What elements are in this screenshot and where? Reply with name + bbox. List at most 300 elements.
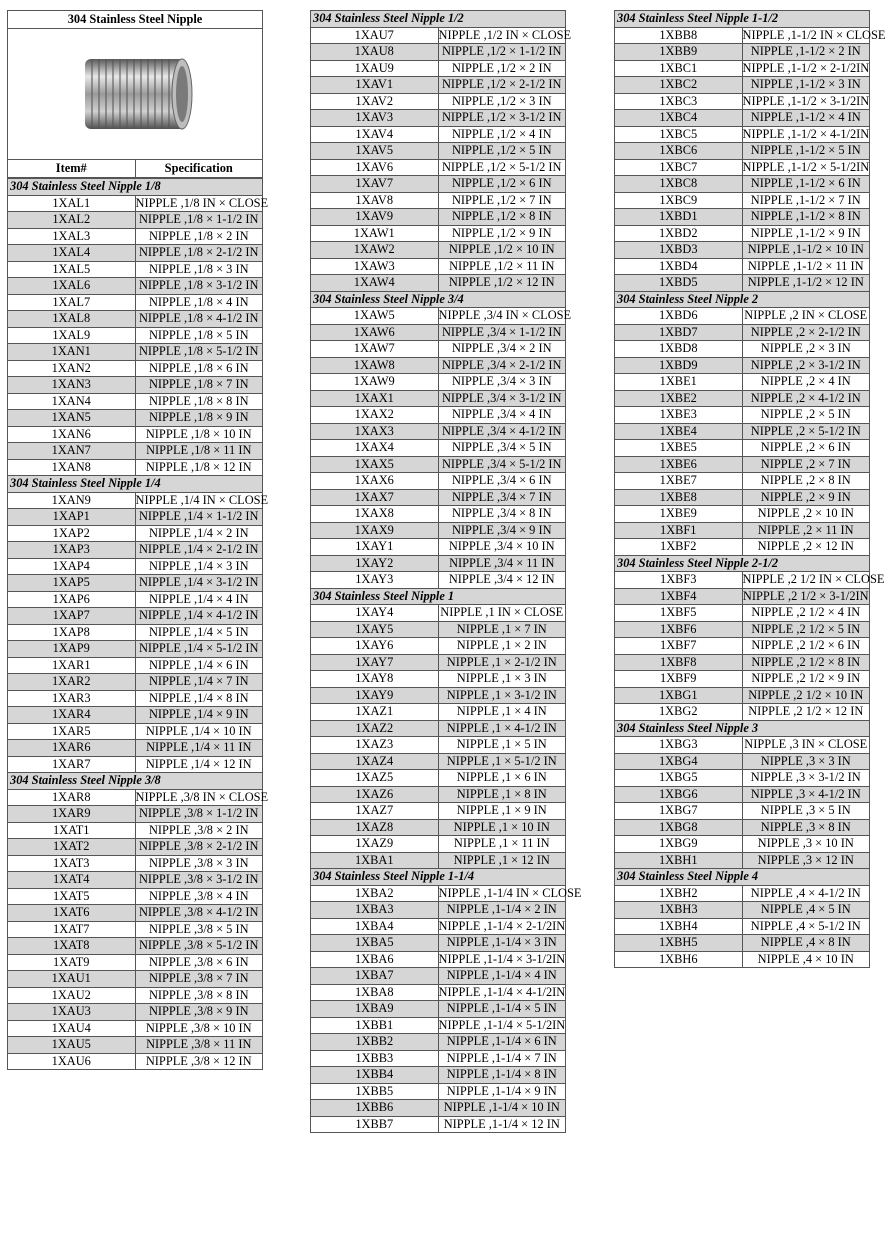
table-row: [311, 456, 566, 473]
table-row: [8, 377, 263, 394]
table-row: [311, 572, 566, 589]
table-row: [8, 987, 263, 1004]
item-number: 1XBA1: [311, 852, 439, 869]
item-number: 1XAR7: [8, 756, 136, 773]
item-number: 1XAY9: [311, 687, 439, 704]
table-row: [615, 242, 870, 259]
specification: NIPPLE ,1 × 4 IN: [438, 704, 566, 721]
table-row: [8, 1020, 263, 1037]
specification: NIPPLE ,1-1/4 × 8 IN: [438, 1067, 566, 1084]
item-number: 1XAV5: [311, 143, 439, 160]
item-number: 1XBD5: [615, 275, 743, 292]
specification: NIPPLE ,3/4 × 3 IN: [438, 374, 566, 391]
specification: NIPPLE ,3/8 × 11 IN: [135, 1037, 263, 1054]
table-row: [615, 209, 870, 226]
table-row: [8, 657, 263, 674]
table-row: [311, 60, 566, 77]
table-row: [615, 522, 870, 539]
item-number: 1XAN1: [8, 344, 136, 361]
item-number: 1XAX4: [311, 440, 439, 457]
table-row: [8, 921, 263, 938]
item-number: 1XBG1: [615, 687, 743, 704]
item-number: 1XBH1: [615, 852, 743, 869]
item-number: 1XAU5: [8, 1037, 136, 1054]
item-number: 1XAW7: [311, 341, 439, 358]
table-row: [311, 621, 566, 638]
item-number: 1XBA3: [311, 902, 439, 919]
table-row: [311, 77, 566, 94]
specification: NIPPLE ,3/8 × 5 IN: [135, 921, 263, 938]
item-number: 1XAY6: [311, 638, 439, 655]
specification: NIPPLE ,1/2 × 7 IN: [438, 192, 566, 209]
specification: NIPPLE ,1/8 × 4-1/2 IN: [135, 311, 263, 328]
specification: NIPPLE ,1/8 × 1-1/2 IN: [135, 212, 263, 229]
specification: NIPPLE ,1 × 12 IN: [438, 852, 566, 869]
specification: NIPPLE ,1/2 × 3-1/2 IN: [438, 110, 566, 127]
item-number: 1XBC5: [615, 126, 743, 143]
item-number: 1XBE1: [615, 374, 743, 391]
specification: NIPPLE ,1-1/2 × 4 IN: [742, 110, 870, 127]
table-row: [615, 770, 870, 787]
specification: NIPPLE ,2 1/2 × 9 IN: [742, 671, 870, 688]
specification: NIPPLE ,2 × 2-1/2 IN: [742, 324, 870, 341]
item-number: 1XBB2: [311, 1034, 439, 1051]
table-row: [8, 360, 263, 377]
table-row: [615, 489, 870, 506]
item-number: 1XAP3: [8, 542, 136, 559]
item-number: 1XAU9: [311, 60, 439, 77]
specification: NIPPLE ,1/4 × 8 IN: [135, 690, 263, 707]
item-number: 1XAX3: [311, 423, 439, 440]
specification: NIPPLE ,3 × 10 IN: [742, 836, 870, 853]
specification: NIPPLE ,3/8 × 2 IN: [135, 822, 263, 839]
table-row: [311, 935, 566, 952]
item-number: 1XBD4: [615, 258, 743, 275]
specification: NIPPLE ,1 × 2-1/2 IN: [438, 654, 566, 671]
table-row: [8, 492, 263, 509]
section-heading: 304 Stainless Steel Nipple 1-1/4: [311, 869, 566, 886]
item-number: 1XAT3: [8, 855, 136, 872]
item-number: 1XBE7: [615, 473, 743, 490]
item-number: 1XBB9: [615, 44, 743, 61]
item-number: 1XAV3: [311, 110, 439, 127]
item-number: 1XBA4: [311, 918, 439, 935]
catalog-table: [310, 10, 582, 1133]
product-header-table: [7, 10, 263, 178]
item-number: 1XBD6: [615, 308, 743, 325]
table-row: [615, 407, 870, 424]
item-number: 1XBH3: [615, 902, 743, 919]
table-row: [311, 192, 566, 209]
table-row: [615, 159, 870, 176]
catalog-table: [614, 10, 885, 968]
item-number: 1XAW2: [311, 242, 439, 259]
item-number: 1XAP6: [8, 591, 136, 608]
item-number: 1XAT1: [8, 822, 136, 839]
table-row: [615, 687, 870, 704]
specification: NIPPLE ,1-1/4 × 9 IN: [438, 1083, 566, 1100]
table-row: [8, 443, 263, 460]
item-number: 1XBB1: [311, 1017, 439, 1034]
item-number: 1XAY4: [311, 605, 439, 622]
specification: NIPPLE ,3/8 IN × CLOSE: [135, 789, 269, 804]
table-row: [8, 641, 263, 658]
specification: NIPPLE ,1/2 IN × CLOSE: [438, 27, 572, 42]
specification: NIPPLE ,1/8 × 7 IN: [135, 377, 263, 394]
item-number: 1XAR9: [8, 806, 136, 823]
specification: NIPPLE ,1/4 × 11 IN: [135, 740, 263, 757]
section-heading: 304 Stainless Steel Nipple 1: [311, 588, 566, 605]
specification: NIPPLE ,2 IN × CLOSE: [742, 308, 870, 325]
specification: NIPPLE ,4 × 5-1/2 IN: [742, 918, 870, 935]
specification: NIPPLE ,1-1/2 × 2-1/2IN: [742, 60, 870, 75]
item-number: 1XAV6: [311, 159, 439, 176]
specification: NIPPLE ,1/4 × 4 IN: [135, 591, 263, 608]
item-number: 1XAY3: [311, 572, 439, 589]
table-row: [8, 707, 263, 724]
table-row: [311, 407, 566, 424]
item-number: 1XAR8: [8, 789, 136, 806]
table-row: [311, 1001, 566, 1018]
specification: NIPPLE ,1/2 × 6 IN: [438, 176, 566, 193]
table-row: [8, 1004, 263, 1021]
specification: NIPPLE ,1-1/2 × 7 IN: [742, 192, 870, 209]
item-number: 1XBG5: [615, 770, 743, 787]
specification: NIPPLE ,2 × 4-1/2 IN: [742, 390, 870, 407]
specification: NIPPLE ,3/4 × 2-1/2 IN: [438, 357, 566, 374]
item-number: 1XAU7: [311, 27, 439, 44]
item-number: 1XBD8: [615, 341, 743, 358]
table-row: [615, 621, 870, 638]
item-number: 1XBA7: [311, 968, 439, 985]
table-row: [8, 459, 263, 476]
table-row: [8, 558, 263, 575]
table-row: [311, 341, 566, 358]
item-number: 1XAU3: [8, 1004, 136, 1021]
table-row: [8, 212, 263, 229]
product-title: 304 Stainless Steel Nipple: [8, 11, 263, 29]
item-number: 1XAV8: [311, 192, 439, 209]
table-row: [615, 588, 870, 605]
item-number: 1XBB8: [615, 27, 743, 44]
item-number: 1XAW6: [311, 324, 439, 341]
specification: NIPPLE ,3 × 3 IN: [742, 753, 870, 770]
specification: NIPPLE ,1/8 × 5-1/2 IN: [135, 344, 263, 361]
item-number: 1XBC2: [615, 77, 743, 94]
section-heading: 304 Stainless Steel Nipple 3/4: [311, 291, 566, 308]
item-number: 1XAN2: [8, 360, 136, 377]
table-row: [311, 44, 566, 61]
table-row: [311, 423, 566, 440]
item-number: 1XAW5: [311, 308, 439, 325]
table-row: [311, 126, 566, 143]
specification: NIPPLE ,1 × 5-1/2 IN: [438, 753, 566, 770]
specification: NIPPLE ,3/4 × 2 IN: [438, 341, 566, 358]
item-number: 1XAU4: [8, 1020, 136, 1037]
item-number: 1XBF2: [615, 539, 743, 556]
table-row: [8, 608, 263, 625]
item-number: 1XBF4: [615, 588, 743, 605]
item-number: 1XAX6: [311, 473, 439, 490]
specification: NIPPLE ,1/4 × 5 IN: [135, 624, 263, 641]
table-row: [311, 819, 566, 836]
item-number: 1XAR3: [8, 690, 136, 707]
item-number: 1XAZ4: [311, 753, 439, 770]
table-row: [615, 539, 870, 556]
item-number: 1XAX5: [311, 456, 439, 473]
item-number: 1XAN5: [8, 410, 136, 427]
table-row: [8, 723, 263, 740]
item-number: 1XBE4: [615, 423, 743, 440]
specification: NIPPLE ,2 × 6 IN: [742, 440, 870, 457]
item-number: 1XAU1: [8, 971, 136, 988]
table-row: [615, 605, 870, 622]
table-row: [311, 539, 566, 556]
specification: NIPPLE ,2 1/2 × 10 IN: [742, 687, 870, 704]
table-row: [615, 918, 870, 935]
specification: NIPPLE ,1/4 × 3 IN: [135, 558, 263, 575]
item-number: 1XBG4: [615, 753, 743, 770]
specification: NIPPLE ,2 × 10 IN: [742, 506, 870, 523]
item-number: 1XBC1: [615, 60, 743, 77]
table-row: [311, 836, 566, 853]
specification: NIPPLE ,2 1/2 × 5 IN: [742, 621, 870, 638]
item-number: 1XAL1: [8, 195, 136, 212]
table-row: [311, 1116, 566, 1133]
item-number: 1XAZ7: [311, 803, 439, 820]
table-row: [311, 209, 566, 226]
item-number: 1XAU8: [311, 44, 439, 61]
item-number: 1XAN9: [8, 492, 136, 509]
specification: NIPPLE ,1/8 × 8 IN: [135, 393, 263, 410]
specification: NIPPLE ,1 × 2 IN: [438, 638, 566, 655]
table-row: [311, 753, 566, 770]
specification: NIPPLE ,4 × 5 IN: [742, 902, 870, 919]
table-row: [615, 341, 870, 358]
specification: NIPPLE ,3/4 × 5-1/2 IN: [438, 456, 566, 473]
specification: NIPPLE ,1-1/2 × 5-1/2IN: [742, 159, 870, 174]
item-number: 1XBD2: [615, 225, 743, 242]
table-row: [311, 770, 566, 787]
specification: NIPPLE ,3/8 × 2-1/2 IN: [135, 839, 263, 856]
item-number: 1XBC6: [615, 143, 743, 160]
item-number: 1XBF9: [615, 671, 743, 688]
table-row: [8, 822, 263, 839]
table-row: [311, 225, 566, 242]
table-row: [8, 426, 263, 443]
table-row: [311, 1083, 566, 1100]
table-row: [311, 440, 566, 457]
specification: NIPPLE ,1/8 × 3 IN: [135, 261, 263, 278]
item-number: 1XBA2: [311, 885, 439, 902]
table-row: [311, 93, 566, 110]
table-row: [615, 506, 870, 523]
table-row: [311, 1067, 566, 1084]
table-row: [8, 1053, 263, 1070]
table-row: [615, 456, 870, 473]
table-row: [311, 968, 566, 985]
specification: NIPPLE ,1/4 × 1-1/2 IN: [135, 509, 263, 526]
item-number: 1XAV2: [311, 93, 439, 110]
item-number: 1XAN4: [8, 393, 136, 410]
item-number: 1XAT7: [8, 921, 136, 938]
specification: NIPPLE ,1-1/4 IN × CLOSE: [438, 885, 582, 900]
catalog-column-3: [614, 10, 885, 968]
item-number: 1XBA9: [311, 1001, 439, 1018]
table-row: [615, 671, 870, 688]
item-number: 1XAZ8: [311, 819, 439, 836]
table-row: [615, 308, 870, 325]
table-row: [8, 575, 263, 592]
item-number: 1XAT2: [8, 839, 136, 856]
section-heading: 304 Stainless Steel Nipple 2-1/2: [615, 555, 870, 572]
item-number: 1XAY8: [311, 671, 439, 688]
item-number: 1XAU6: [8, 1053, 136, 1070]
specification: NIPPLE ,1/8 × 10 IN: [135, 426, 263, 443]
specification: NIPPLE ,3 × 3-1/2 IN: [742, 770, 870, 787]
table-row: [8, 245, 263, 262]
table-row: [615, 704, 870, 721]
table-row: [8, 195, 263, 212]
table-row: [311, 357, 566, 374]
specification: NIPPLE ,1-1/2 × 10 IN: [742, 242, 870, 259]
table-row: [615, 225, 870, 242]
table-row: [311, 737, 566, 754]
specification: NIPPLE ,2 × 3-1/2 IN: [742, 357, 870, 374]
table-row: [311, 803, 566, 820]
item-column-header: Item#: [8, 160, 136, 178]
table-row: [311, 902, 566, 919]
section-heading: 304 Stainless Steel Nipple 1/8: [8, 179, 263, 196]
specification: NIPPLE ,3/8 × 7 IN: [135, 971, 263, 988]
item-number: 1XBB5: [311, 1083, 439, 1100]
table-row: [615, 275, 870, 292]
item-number: 1XBA8: [311, 984, 439, 1001]
item-number: 1XAU2: [8, 987, 136, 1004]
specification: NIPPLE ,1-1/4 × 2-1/2IN: [438, 918, 566, 933]
specification: NIPPLE ,2 1/2 × 3-1/2IN: [742, 588, 869, 603]
table-row: [311, 258, 566, 275]
item-number: 1XAZ3: [311, 737, 439, 754]
table-row: [615, 192, 870, 209]
specification: NIPPLE ,1/8 × 12 IN: [135, 459, 263, 476]
item-number: 1XAP9: [8, 641, 136, 658]
table-row: [311, 110, 566, 127]
table-row: [311, 687, 566, 704]
table-row: [8, 905, 263, 922]
table-row: [615, 951, 870, 968]
table-row: [615, 902, 870, 919]
specification: NIPPLE ,1-1/2 × 11 IN: [742, 258, 870, 275]
section-heading: 304 Stainless Steel Nipple 1/2: [311, 11, 566, 28]
table-row: [311, 605, 566, 622]
table-row: [615, 27, 870, 44]
item-number: 1XBF1: [615, 522, 743, 539]
specification: NIPPLE ,2 1/2 × 12 IN: [742, 704, 870, 721]
specification: NIPPLE ,1 × 6 IN: [438, 770, 566, 787]
specification: NIPPLE ,1 × 4-1/2 IN: [438, 720, 566, 737]
specification: NIPPLE ,2 1/2 × 4 IN: [742, 605, 870, 622]
table-row: [311, 324, 566, 341]
specification: NIPPLE ,3/4 × 5 IN: [438, 440, 566, 457]
item-number: 1XAR2: [8, 674, 136, 691]
table-row: [311, 27, 566, 44]
table-row: [8, 938, 263, 955]
table-row: [8, 756, 263, 773]
table-row: [615, 803, 870, 820]
table-row: [8, 393, 263, 410]
table-row: [615, 885, 870, 902]
table-row: [311, 374, 566, 391]
specification: NIPPLE ,2 × 12 IN: [742, 539, 870, 556]
table-row: [615, 357, 870, 374]
specification: NIPPLE ,3 IN × CLOSE: [742, 737, 870, 754]
item-number: 1XAL2: [8, 212, 136, 229]
item-number: 1XBG9: [615, 836, 743, 853]
specification: NIPPLE ,3/8 × 6 IN: [135, 954, 263, 971]
specification: NIPPLE ,3/4 × 11 IN: [438, 555, 566, 572]
item-number: 1XBA6: [311, 951, 439, 968]
item-number: 1XBG6: [615, 786, 743, 803]
item-number: 1XAX2: [311, 407, 439, 424]
table-row: [311, 555, 566, 572]
item-number: 1XAZ6: [311, 786, 439, 803]
specification: NIPPLE ,1/2 × 11 IN: [438, 258, 566, 275]
specification: NIPPLE ,3/8 × 12 IN: [135, 1053, 263, 1070]
table-row: [311, 654, 566, 671]
item-number: 1XAP5: [8, 575, 136, 592]
specification: NIPPLE ,4 × 4-1/2 IN: [742, 885, 870, 902]
specification: NIPPLE ,1-1/4 × 7 IN: [438, 1050, 566, 1067]
item-number: 1XBD7: [615, 324, 743, 341]
item-number: 1XAT5: [8, 888, 136, 905]
table-row: [615, 143, 870, 160]
specification: NIPPLE ,1-1/2 IN × CLOSE: [742, 27, 885, 42]
item-number: 1XAV7: [311, 176, 439, 193]
specification: NIPPLE ,2 1/2 × 6 IN: [742, 638, 870, 655]
specification: NIPPLE ,1/2 × 10 IN: [438, 242, 566, 259]
specification: NIPPLE ,1/2 × 2-1/2 IN: [438, 77, 566, 94]
table-row: [615, 737, 870, 754]
item-number: 1XBE3: [615, 407, 743, 424]
specification: NIPPLE ,3 × 8 IN: [742, 819, 870, 836]
table-row: [615, 93, 870, 110]
specification: NIPPLE ,1-1/2 × 2 IN: [742, 44, 870, 61]
item-number: 1XBB3: [311, 1050, 439, 1067]
specification: NIPPLE ,3/4 × 8 IN: [438, 506, 566, 523]
table-row: [615, 44, 870, 61]
table-row: [8, 806, 263, 823]
item-number: 1XAL6: [8, 278, 136, 295]
specification: NIPPLE ,3/4 × 4-1/2 IN: [438, 423, 566, 440]
specification: NIPPLE ,1/4 × 5-1/2 IN: [135, 641, 263, 658]
table-row: [8, 872, 263, 889]
specification: NIPPLE ,2 × 9 IN: [742, 489, 870, 506]
table-row: [615, 638, 870, 655]
item-number: 1XAV1: [311, 77, 439, 94]
item-number: 1XAT6: [8, 905, 136, 922]
item-number: 1XBF3: [615, 572, 743, 589]
table-row: [8, 855, 263, 872]
item-number: 1XBF5: [615, 605, 743, 622]
table-row: [615, 819, 870, 836]
table-row: [615, 753, 870, 770]
item-number: 1XAN8: [8, 459, 136, 476]
specification: NIPPLE ,1 × 9 IN: [438, 803, 566, 820]
table-row: [8, 228, 263, 245]
table-row: [311, 704, 566, 721]
item-number: 1XBF6: [615, 621, 743, 638]
